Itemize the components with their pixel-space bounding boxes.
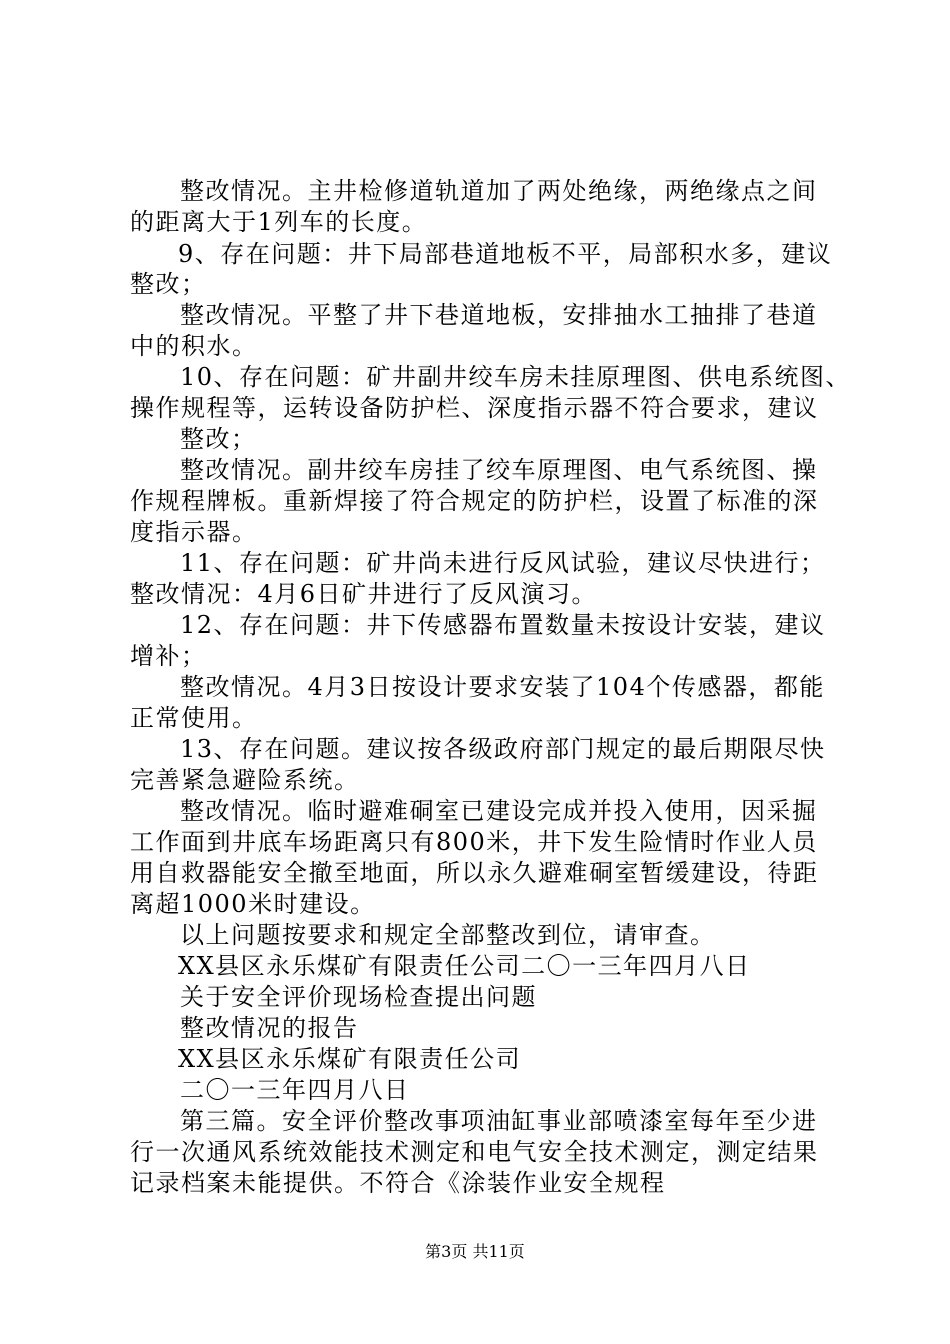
text-line: 13、存在问题。建议按各级政府部门规定的最后期限尽快 — [180, 735, 826, 763]
text-line: 整改情况。平整了井下巷道地板，安排抽水工抽排了巷道 — [180, 301, 818, 329]
signature-line: XX县区永乐煤矿有限责任公司二〇一三年四月八日 — [178, 952, 751, 980]
report-date: 二〇一三年四月八日 — [180, 1076, 410, 1104]
text-line: 中的积水。 — [130, 332, 258, 360]
text-line: 增补； — [130, 642, 207, 670]
company-name: XX县区永乐煤矿有限责任公司 — [178, 1045, 522, 1073]
text-line: 9、存在问题：井下局部巷道地板不平，局部积水多，建议 — [178, 240, 833, 268]
text-line: 记录档案未能提供。不符合《涂装作业安全规程 — [130, 1169, 666, 1197]
text-line: 整改情况：4月6日矿井进行了反风演习。 — [130, 580, 598, 608]
text-line: 作规程牌板。重新焊接了符合规定的防护栏，设置了标准的深 — [130, 487, 819, 515]
report-title-line: 关于安全评价现场检查提出问题 — [180, 983, 537, 1011]
text-line: 离超1000米时建设。 — [130, 890, 376, 918]
text-line: 整改； — [180, 425, 257, 453]
text-line: 整改情况。临时避难硐室已建设完成并投入使用，因采掘 — [180, 797, 818, 825]
text-line: 11、存在问题：矿井尚未进行反风试验，建议尽快进行； — [180, 549, 826, 577]
text-line: 的距离大于1列车的长度。 — [130, 208, 428, 236]
text-line: 10、存在问题：矿井副井绞车房未挂原理图、供电系统图、 — [180, 363, 852, 391]
text-line: 正常使用。 — [130, 704, 258, 732]
text-line: 整改情况。副井绞车房挂了绞车原理图、电气系统图、操 — [180, 456, 818, 484]
text-line: 工作面到井底车场距离只有800米，井下发生险情时作业人员 — [130, 828, 818, 856]
report-title-line: 整改情况的报告 — [180, 1014, 359, 1042]
page-number-footer: 第3页 共11页 — [425, 1242, 525, 1261]
text-line: 用自救器能安全撤至地面，所以永久避难硐室暂缓建设，待距 — [130, 859, 819, 887]
text-line: 整改情况。4月3日按设计要求安装了104个传感器，都能 — [180, 673, 825, 701]
text-line: 行一次通风系统效能技术测定和电气安全技术测定，测定结果 — [130, 1138, 819, 1166]
text-line: 整改情况。主井检修道轨道加了两处绝缘，两绝缘点之间 — [180, 177, 818, 205]
text-line: 整改； — [130, 270, 207, 298]
text-line: 第三篇。安全评价整改事项油缸事业部喷漆室每年至少进 — [180, 1107, 818, 1135]
text-line: 操作规程等，运转设备防护栏、深度指示器不符合要求，建议 — [130, 394, 819, 422]
text-line: 以上问题按要求和规定全部整改到位，请审查。 — [180, 921, 716, 949]
text-line: 度指示器。 — [130, 518, 258, 546]
text-line: 完善紧急避险系统。 — [130, 766, 360, 794]
text-line: 12、存在问题：井下传感器布置数量未按设计安装，建议 — [180, 611, 826, 639]
